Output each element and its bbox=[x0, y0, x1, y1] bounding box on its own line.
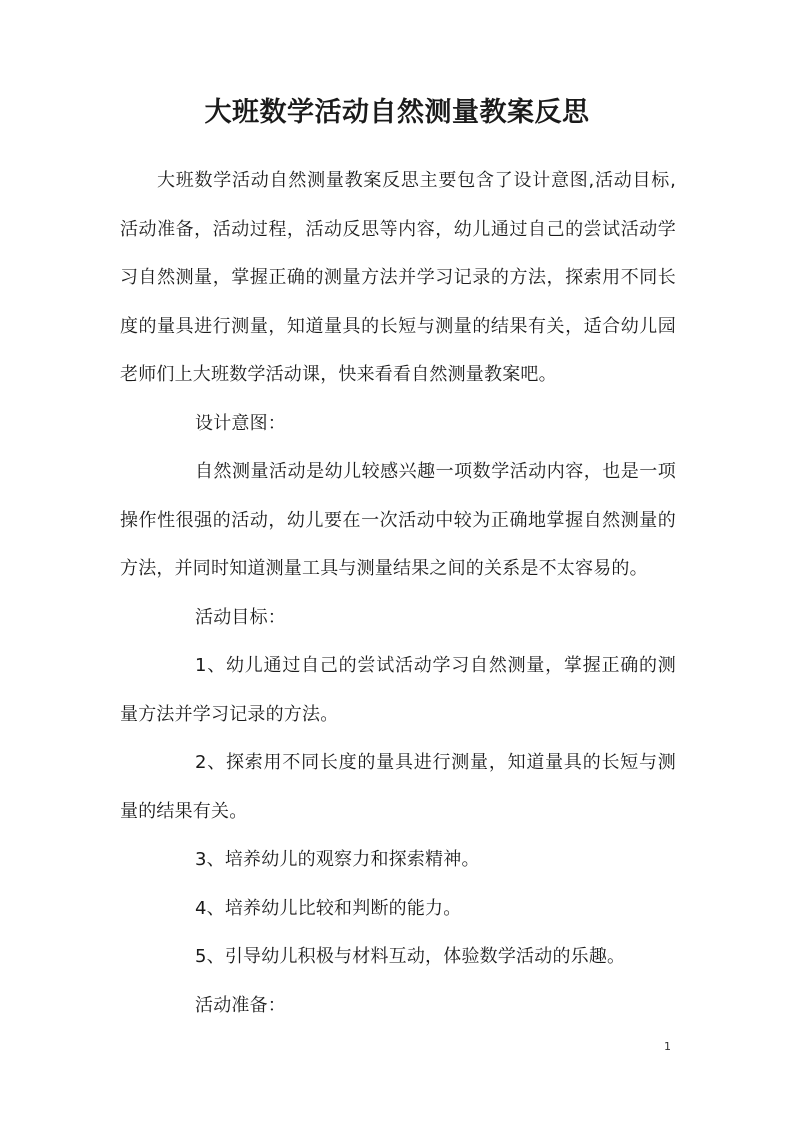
goal-item-5: 5、引导幼儿积极与材料互动，体验数学活动的乐趣。 bbox=[195, 946, 626, 967]
design-intent-paragraph: 自然测量活动是幼儿较感兴趣一项数学活动内容，也是一项操作性很强的活动，幼儿要在一次活动中较为正确地掌握自然测量的方法，并同时知道测量工具与测量结果之间的关系是不太容易的。 bbox=[120, 461, 676, 579]
activity-prep-heading: 活动准备： bbox=[195, 994, 286, 1016]
goal-item-3: 3、培养幼儿的观察力和探索精神。 bbox=[195, 849, 480, 870]
design-intent-heading: 设计意图： bbox=[195, 412, 286, 434]
activity-goals-heading: 活动目标： bbox=[195, 606, 286, 628]
goal-item-4: 4、培养幼儿比较和判断的能力。 bbox=[195, 897, 462, 919]
goal-item-2: 2、探索用不同长度的量具进行测量，知道量具的长短与测量的结果有关。 bbox=[120, 752, 676, 822]
document-title: 大班数学活动自然测量教案反思 bbox=[204, 97, 590, 128]
goal-item-1: 1、幼儿通过自己的尝试活动学习自然测量，掌握正确的测量方法并学习记录的方法。 bbox=[120, 655, 676, 725]
page-number: 1 bbox=[664, 1040, 671, 1053]
intro-paragraph: 大班数学活动自然测量教案反思主要包含了设计意图,活动目标,活动准备，活动过程，活动反思等内容，幼儿通过自己的尝试活动学习自然测量，掌握正确的测量方法并学习记录的方法，探索用不同长度的量具进行测量，知道量具的长短与测量的结果有关，适合幼儿园老师们上大班数学活动课，快来看看自然测量教案吧。 bbox=[120, 170, 676, 385]
document-body bbox=[120, 157, 676, 1030]
